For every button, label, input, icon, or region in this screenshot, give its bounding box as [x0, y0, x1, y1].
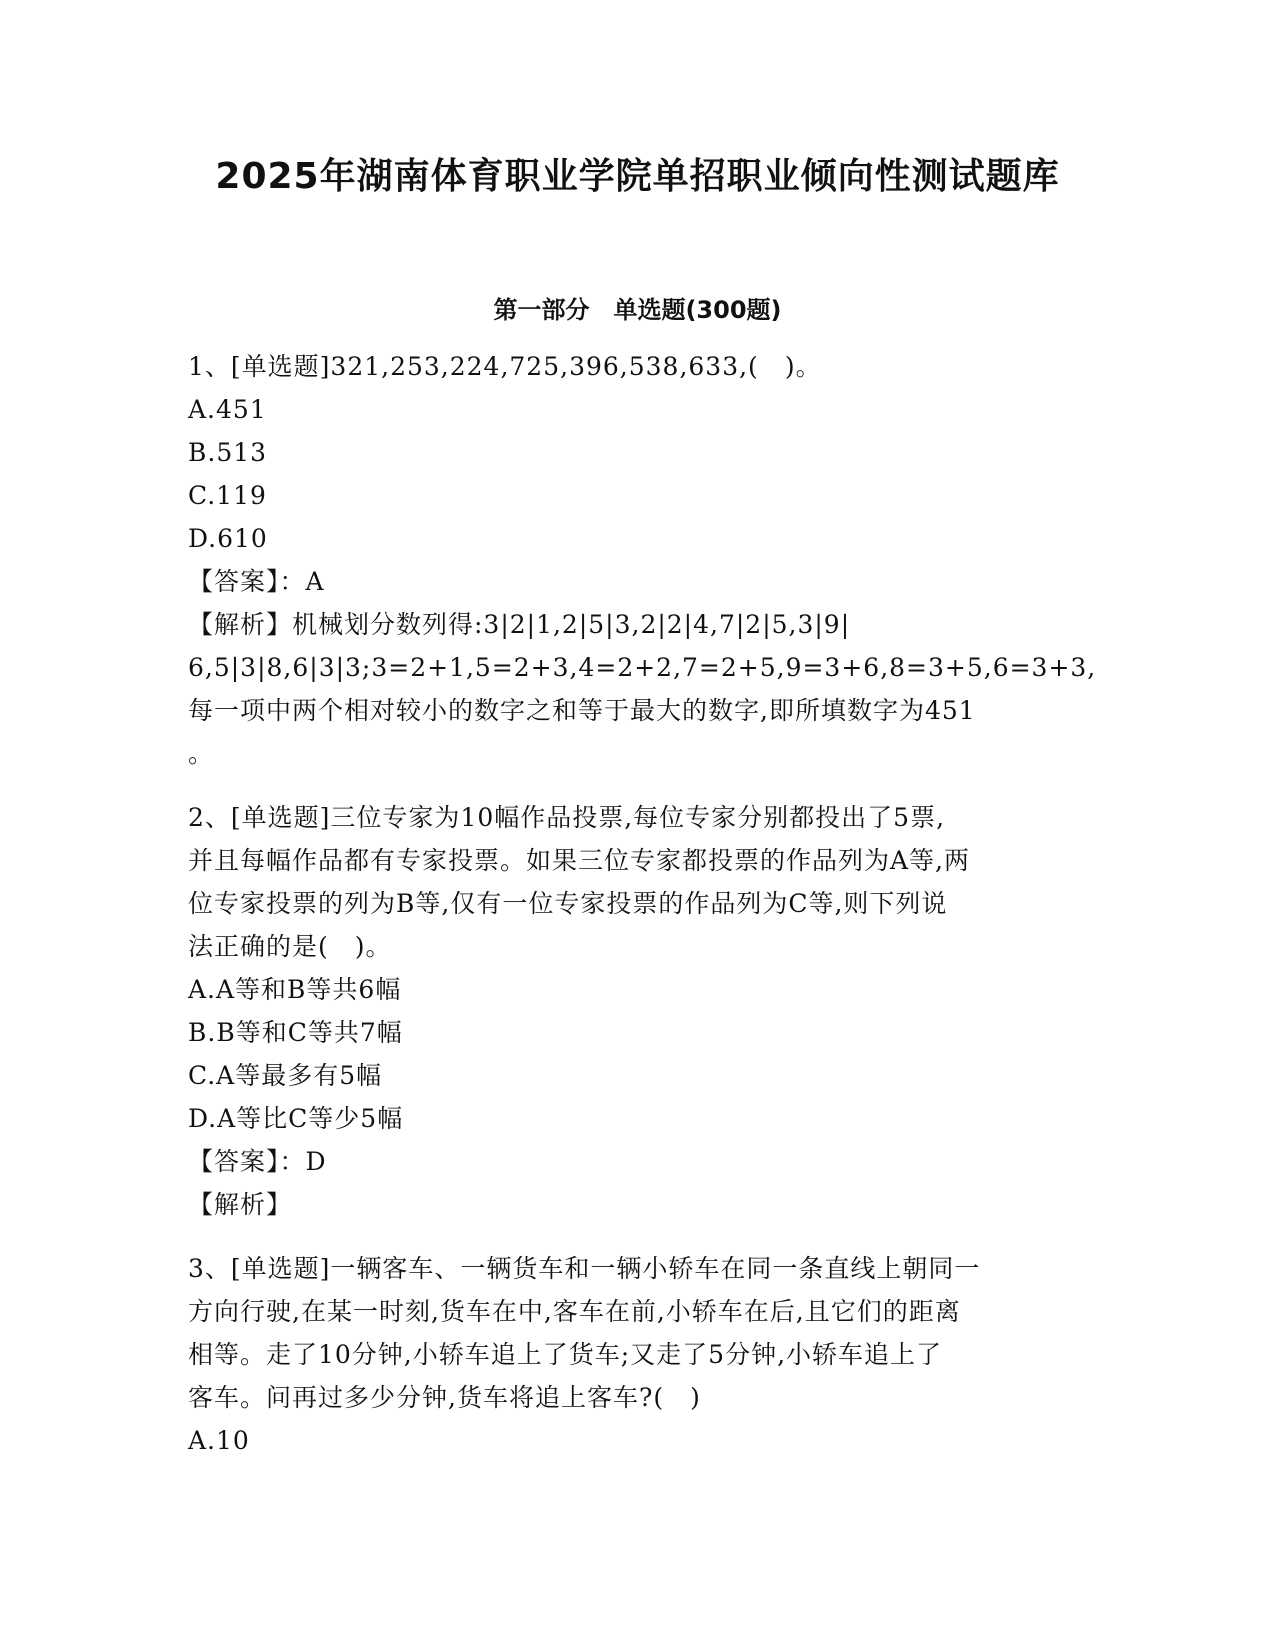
answer: 【答案】：D [188, 1147, 327, 1176]
option-d: D.A等比C等少5幅 [188, 1104, 404, 1133]
analysis-line: 。 [188, 739, 215, 768]
answer: 【答案】：A [188, 567, 325, 596]
question-3 [188, 1247, 1088, 1462]
option-c: C.119 [188, 481, 267, 510]
question-stem-line: 3、[单选题]一辆客车、一辆货车和一辆小轿车在同一条直线上朝同一 [188, 1254, 981, 1283]
option-a: A.A等和B等共6幅 [188, 975, 402, 1004]
question-stem-line: 相等。走了10分钟,小轿车追上了货车;又走了5分钟,小轿车追上了 [188, 1340, 943, 1369]
analysis-line: 每一项中两个相对较小的数字之和等于最大的数字,即所填数字为451 [188, 696, 976, 725]
question-list [188, 345, 1097, 1462]
question-stem-line: 方向行驶,在某一时刻,货车在中,客车在前,小轿车在后,且它们的距离 [188, 1297, 961, 1326]
question-stem-line: 位专家投票的列为B等,仅有一位专家投票的作品列为C等,则下列说 [188, 889, 948, 918]
option-a: A.451 [188, 395, 267, 424]
analysis-line: 【解析】机械划分数列得:3|2|1,2|5|3,2|2|4,7|2|5,3|9| [188, 610, 851, 639]
option-b: B.513 [188, 438, 268, 467]
option-d: D.610 [188, 524, 268, 553]
question-stem-line: 客车。问再过多少分钟,货车将追上客车?( ) [188, 1383, 701, 1412]
analysis-line: 6,5|3|8,6|3|3;3=2+1,5=2+3,4=2+2,7=2+5,9=3+6,8=3+5,6=3+3, [188, 653, 1097, 682]
question-1 [188, 345, 1097, 775]
section-title: 第一部分 单选题(300题) [493, 296, 782, 324]
option-b: B.B等和C等共7幅 [188, 1018, 403, 1047]
analysis-line: 【解析】 [188, 1190, 293, 1219]
question-2 [188, 796, 1088, 1226]
question-stem-line: 2、[单选题]三位专家为10幅作品投票,每位专家分别都投出了5票, [188, 803, 946, 832]
question-stem-line: 法正确的是( )。 [188, 932, 392, 961]
option-c: C.A等最多有5幅 [188, 1061, 383, 1090]
question-stem-line: 并且每幅作品都有专家投票。如果三位专家都投票的作品列为A等,两 [188, 846, 971, 875]
option-a: A.10 [188, 1426, 250, 1455]
question-stem: 1、[单选题]321,253,224,725,396,538,633,( )。 [188, 352, 822, 381]
document-title: 2025年湖南体育职业学院单招职业倾向性测试题库 [215, 156, 1060, 197]
